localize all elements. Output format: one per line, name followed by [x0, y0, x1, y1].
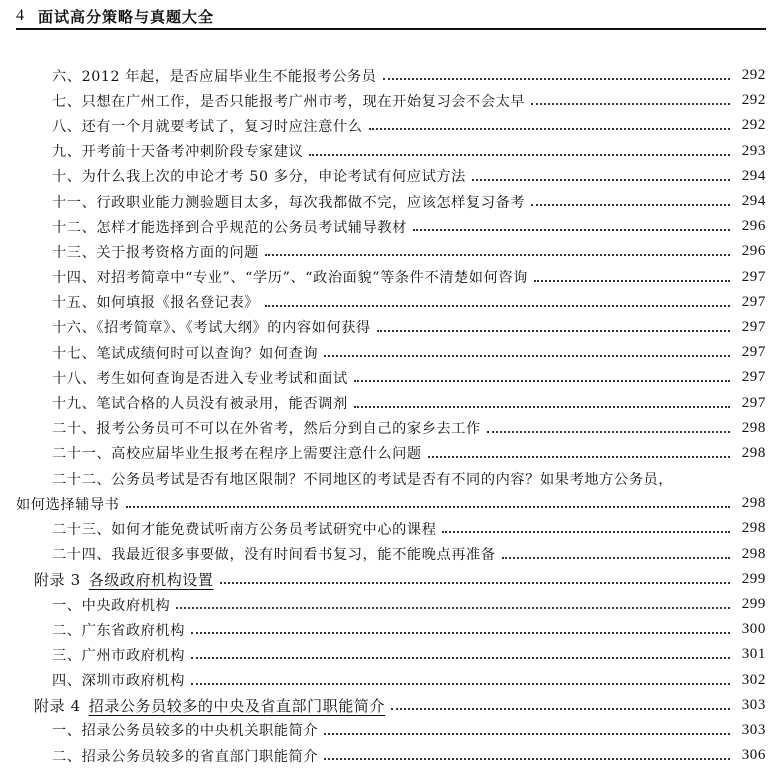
- toc-entry-page: 298: [741, 444, 766, 461]
- toc-entry-label: 二、广东省政府机构: [52, 622, 186, 639]
- toc-entry-label: 十七、笔试成绩何时可以查询？如何查询: [52, 345, 319, 362]
- toc-entry-page: 298: [741, 419, 766, 436]
- appendix-4-prefix: 附录 4: [34, 696, 81, 715]
- appendix-4-page: 303: [741, 696, 766, 713]
- toc-entry: [0, 718, 782, 743]
- toc-entry-label: 四、深圳市政府机构: [52, 673, 186, 690]
- toc-entry: [0, 542, 782, 567]
- toc-entry: [0, 592, 782, 617]
- toc-entry: [0, 642, 782, 667]
- toc-entry: [0, 617, 782, 642]
- toc-entry: [0, 668, 782, 693]
- dot-leader: [377, 329, 730, 332]
- toc-entry-page: 298: [741, 520, 766, 537]
- toc-entry-page: 298: [741, 495, 766, 512]
- toc-entry-label: 一、中央政府机构: [52, 597, 171, 614]
- dot-leader: [502, 556, 730, 559]
- toc-entry-label-line1: 二十二、公务员考试是否有地区限制？不同地区的考试是否有不同的内容？如果考地方公务员，: [52, 471, 674, 488]
- toc-entry-label: 十二、怎样才能选择到合乎规范的公务员考试辅导教材: [52, 219, 407, 236]
- toc-entry-page: 293: [741, 142, 766, 159]
- toc-entry-label: 二、招录公务员较多的省直部门职能简介: [52, 748, 319, 765]
- toc-entry-label: 十五、如何填报《报名登记表》: [52, 295, 260, 312]
- toc-entry: [0, 189, 782, 214]
- toc-entry-page: 298: [741, 545, 766, 562]
- toc-entry-page: 297: [741, 369, 766, 386]
- dot-leader: [472, 178, 730, 181]
- toc-entry-page: 299: [741, 596, 766, 613]
- dot-leader: [413, 228, 730, 231]
- toc-entry: [0, 340, 782, 365]
- toc-entry-page: 296: [741, 218, 766, 235]
- toc-entry: [0, 88, 782, 113]
- dot-leader: [354, 379, 730, 382]
- dot-leader: [324, 757, 730, 760]
- toc-entry-page: 292: [741, 92, 766, 109]
- toc-entry-page: 297: [741, 344, 766, 361]
- dot-leader: [487, 430, 730, 433]
- toc-appendix-3: [0, 567, 782, 592]
- toc-entry-label: 一、招录公务员较多的中央机关职能简介: [52, 723, 319, 740]
- header-book-title: 面试高分策略与真题大全: [38, 7, 215, 26]
- table-of-contents: [0, 63, 782, 768]
- dot-leader: [265, 304, 730, 307]
- toc-entry-label: 十四、对招考简章中“专业”、“学历”、“政治面貌”等条件不清楚如何咨询: [52, 270, 528, 287]
- dot-leader: [383, 77, 730, 80]
- toc-entry-page: 297: [741, 318, 766, 335]
- toc-entry-label: 二十、报考公务员可不可以在外省考，然后分到自己的家乡去工作: [52, 421, 481, 438]
- dot-leader: [191, 631, 730, 634]
- toc-entry-label: 八、还有一个月就要考试了，复习时应注意什么: [52, 118, 363, 135]
- toc-entry-page: 300: [741, 621, 766, 638]
- dot-leader: [265, 253, 730, 256]
- toc-entry-label: 十一、行政职业能力测验题目太多，每次我都做不完，应该怎样复习备考: [52, 194, 526, 211]
- dot-leader: [176, 606, 730, 609]
- dot-leader: [534, 279, 730, 282]
- dot-leader: [354, 405, 730, 408]
- dot-leader: [220, 581, 730, 584]
- appendix-4-title: 招录公务员较多的中央及省直部门职能简介: [88, 696, 386, 715]
- toc-entry-page: 294: [741, 167, 766, 184]
- toc-entry-page: 303: [741, 721, 766, 738]
- dot-leader: [191, 682, 730, 685]
- toc-entry: [0, 164, 782, 189]
- toc-entry-label: 二十一、高校应届毕业生报考在程序上需要注意什么问题: [52, 446, 422, 463]
- toc-entry-wrapped: [0, 466, 782, 516]
- toc-entry: [0, 743, 782, 768]
- dot-leader: [309, 153, 730, 156]
- toc-entry: [0, 365, 782, 390]
- dot-leader: [428, 455, 730, 458]
- toc-entry: [0, 214, 782, 239]
- toc-entry-page: 297: [741, 293, 766, 310]
- toc-entry-label: 十、为什么我上次的申论才考 50 多分，申论考试有何应试方法: [52, 169, 466, 186]
- toc-entry: [0, 390, 782, 415]
- toc-entry: [0, 516, 782, 541]
- toc-entry: [0, 441, 782, 466]
- toc-entry: [0, 290, 782, 315]
- toc-entry-label: 十八、考生如何查询是否进入专业考试和面试: [52, 370, 348, 387]
- toc-entry-label: 十九、笔试合格的人员没有被录用，能否调剂: [52, 396, 348, 413]
- toc-entry: [0, 63, 782, 88]
- toc-entry-label: 七、只想在广州工作，是否只能报考广州市考，现在开始复习会不会太早: [52, 93, 526, 110]
- toc-entry: [0, 139, 782, 164]
- dot-leader: [391, 707, 730, 710]
- toc-entry-label: 三、广州市政府机构: [52, 647, 186, 664]
- toc-entry-page: 292: [741, 67, 766, 84]
- appendix-3-page: 299: [741, 570, 766, 587]
- appendix-3-prefix: 附录 3: [34, 570, 81, 589]
- toc-entry: [0, 239, 782, 264]
- toc-entry-page: 297: [741, 394, 766, 411]
- header-page-number: 4: [16, 7, 24, 24]
- toc-entry-page: 297: [741, 268, 766, 285]
- toc-entry-label: 二十四、我最近很多事要做，没有时间看书复习，能不能晚点再准备: [52, 547, 496, 564]
- toc-entry-page: 301: [741, 646, 766, 663]
- toc-entry: [0, 265, 782, 290]
- toc-entry-label: 六、2012 年起，是否应届毕业生不能报考公务员: [52, 68, 377, 85]
- toc-entry-label: 二十三、如何才能免费试听南方公务员考试研究中心的课程: [52, 521, 437, 538]
- toc-entry-page: 292: [741, 117, 766, 134]
- toc-entry-page: 302: [741, 671, 766, 688]
- toc-appendix-4: [0, 693, 782, 718]
- toc-entry: [0, 113, 782, 138]
- running-header: [16, 4, 766, 30]
- toc-entry-page: 296: [741, 243, 766, 260]
- toc-entry-label: 十三、关于报考资格方面的问题: [52, 244, 260, 261]
- toc-entry: [0, 416, 782, 441]
- dot-leader: [369, 127, 730, 130]
- toc-entry-page: 306: [741, 747, 766, 764]
- toc-entry-label: 十六、《招考简章》、《考试大纲》的内容如何获得: [52, 320, 371, 337]
- dot-leader: [191, 656, 730, 659]
- toc-entry: [0, 315, 782, 340]
- dot-leader: [324, 732, 730, 735]
- dot-leader: [531, 102, 730, 105]
- dot-leader: [126, 505, 730, 508]
- dot-leader: [324, 354, 730, 357]
- toc-entry-label: 九、开考前十天备考冲刺阶段专家建议: [52, 144, 304, 161]
- appendix-3-title: 各级政府机构设置: [88, 570, 214, 589]
- toc-entry-page: 294: [741, 193, 766, 210]
- dot-leader: [442, 530, 730, 533]
- toc-entry-label-line2: 如何选择辅导书: [16, 496, 120, 513]
- dot-leader: [531, 203, 730, 206]
